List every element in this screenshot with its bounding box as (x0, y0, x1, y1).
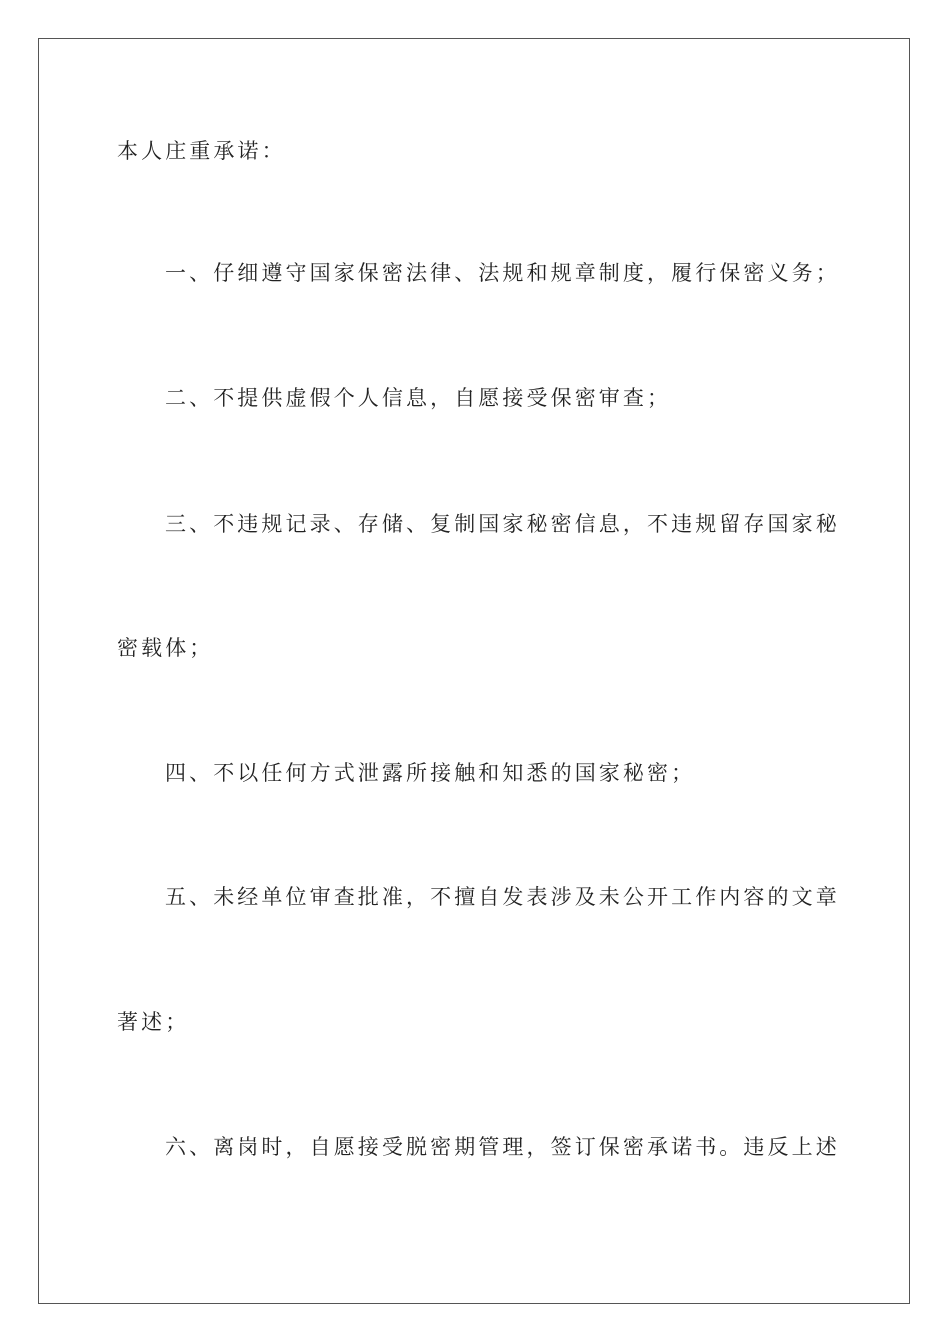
page-border (38, 38, 910, 1304)
clause-5: 五、未经单位审查批准，不擅自发表涉及未公开工作内容的文章 (165, 885, 840, 909)
clause-3-continued: 密载体； (117, 636, 214, 660)
clause-1: 一、仔细遵守国家保密法律、法规和规章制度，履行保密义务； (165, 261, 840, 285)
clause-3: 三、不违规记录、存储、复制国家秘密信息，不违规留存国家秘 (165, 512, 840, 536)
intro-line: 本人庄重承诺： (117, 139, 286, 163)
clause-2: 二、不提供虚假个人信息，自愿接受保密审查； (165, 386, 672, 410)
clause-5-continued: 著述； (117, 1010, 190, 1034)
clause-4: 四、不以任何方式泄露所接触和知悉的国家秘密； (165, 761, 696, 785)
clause-6: 六、离岗时，自愿接受脱密期管理，签订保密承诺书。违反上述 (165, 1135, 840, 1159)
